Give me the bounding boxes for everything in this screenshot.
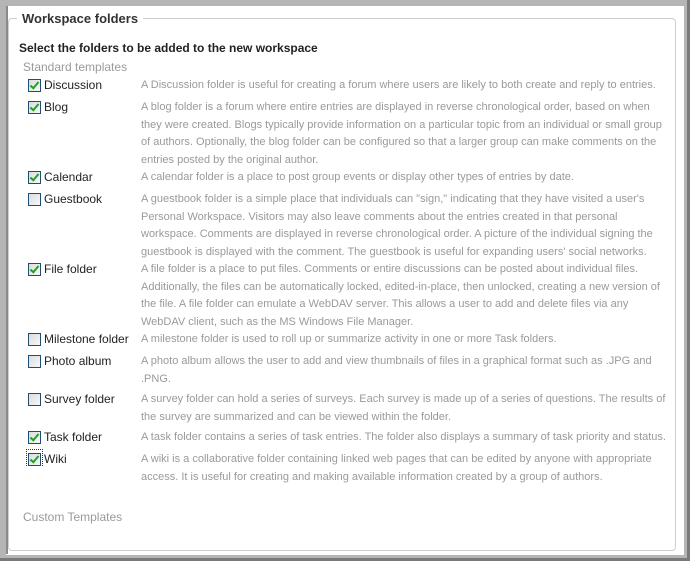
folder-description: A task folder contains a series of task entries. The folder also displays a summary of task priority and status. xyxy=(141,431,666,443)
folder-description: A milestone folder is used to roll up or summarize activity in one or more Task folders. xyxy=(141,333,557,345)
folder-row-milestone xyxy=(28,331,668,349)
checkbox-wrapper xyxy=(28,77,41,90)
wiki-checkbox[interactable] xyxy=(28,453,41,466)
milestone-folder-checkbox[interactable] xyxy=(28,333,41,346)
folder-description: A calendar folder is a place to post group events or display other types of entries by date. xyxy=(141,171,574,183)
folder-name[interactable]: Discussion xyxy=(44,78,103,92)
folder-row-blog xyxy=(28,99,668,169)
folder-name[interactable]: Task folder xyxy=(44,430,103,444)
checkbox-wrapper xyxy=(28,191,41,204)
folder-name[interactable]: File folder xyxy=(44,262,97,276)
calendar-checkbox[interactable] xyxy=(28,171,41,184)
photo-album-checkbox[interactable] xyxy=(28,355,41,368)
folder-row-file-folder xyxy=(28,261,668,331)
fieldset-legend: Workspace folders xyxy=(22,11,139,26)
folder-description: A wiki is a collaborative folder containing linked web pages that can be edited by anyone with appropriate access. It is useful for creating and making available information created by a group of authors. xyxy=(141,453,652,483)
folder-row-calendar xyxy=(28,169,668,187)
folder-row-discussion xyxy=(28,77,668,95)
checkbox-wrapper xyxy=(28,169,41,182)
discussion-checkbox[interactable] xyxy=(28,79,41,92)
custom-templates-label: Custom Templates xyxy=(23,510,123,524)
instructions-heading: Select the folders to be added to the new workspace xyxy=(19,41,318,55)
folder-description: A file folder is a place to put files. Comments or entire discussions can be posted about individual files. Additionally, the files can be automatically locked, edited-in-place, then unlocked, creating a new version of the file. A file folder can emulate a WebDAV server. This allows a user to add and delete files via any WebDAV client, such as the MS Windows File Manager. xyxy=(141,263,660,328)
guestbook-checkbox[interactable] xyxy=(28,193,41,206)
folder-description: A guestbook folder is a simple place that individuals can "sign," indicating that they have visited a user's Personal Workspace. Visitors may also leave comments about the entries created in that personal workspace. Comments are displayed in reverse chronological order. A picture of the individual signing the guestbook is displayed with the comment. The guestbook is useful for expanding users' social networks. xyxy=(141,193,653,258)
folder-name[interactable]: Guestbook xyxy=(44,192,103,206)
checkbox-wrapper xyxy=(28,391,41,404)
folder-name[interactable]: Survey folder xyxy=(44,392,115,406)
task-folder-checkbox[interactable] xyxy=(28,431,41,444)
folder-row-wiki xyxy=(28,451,668,486)
folder-row-guestbook xyxy=(28,191,668,261)
standard-templates-label: Standard templates xyxy=(23,60,128,74)
checkbox-focus-ring xyxy=(28,451,41,464)
survey-folder-checkbox[interactable] xyxy=(28,393,41,406)
checkbox-wrapper xyxy=(28,331,41,344)
blog-checkbox[interactable] xyxy=(28,101,41,114)
folder-row-photo-album xyxy=(28,353,668,388)
folder-name[interactable]: Blog xyxy=(44,100,69,114)
folder-description: A photo album allows the user to add and view thumbnails of files in a graphical format such as .JPG and .PNG. xyxy=(141,355,652,385)
folder-name[interactable]: Photo album xyxy=(44,354,112,368)
checkbox-wrapper xyxy=(28,353,41,366)
checkbox-wrapper xyxy=(28,429,41,442)
file-folder-checkbox[interactable] xyxy=(28,263,41,276)
checkbox-wrapper xyxy=(28,261,41,274)
folder-description: A blog folder is a forum where entire entries are displayed in reverse chronological order, based on when they were created. Blogs typically provide information on a particular topic from an individual or small group of authors. Optionally, the blog folder can be configured so that a larger group can make comments on the entries posted by the original author. xyxy=(141,101,662,166)
checkbox-wrapper xyxy=(28,99,41,112)
folder-description: A survey folder can hold a series of surveys. Each survey is made up of a series of questions. The results of the survey are summarized and can be viewed within the folder. xyxy=(141,393,666,423)
folder-description: A Discussion folder is useful for creating a forum where users are likely to both create and reply to entries. xyxy=(141,79,656,91)
folder-row-survey xyxy=(28,391,668,426)
folder-name[interactable]: Milestone folder xyxy=(44,332,129,346)
folder-name[interactable]: Wiki xyxy=(44,452,67,466)
folder-row-task xyxy=(28,429,668,447)
folder-name[interactable]: Calendar xyxy=(44,170,93,184)
